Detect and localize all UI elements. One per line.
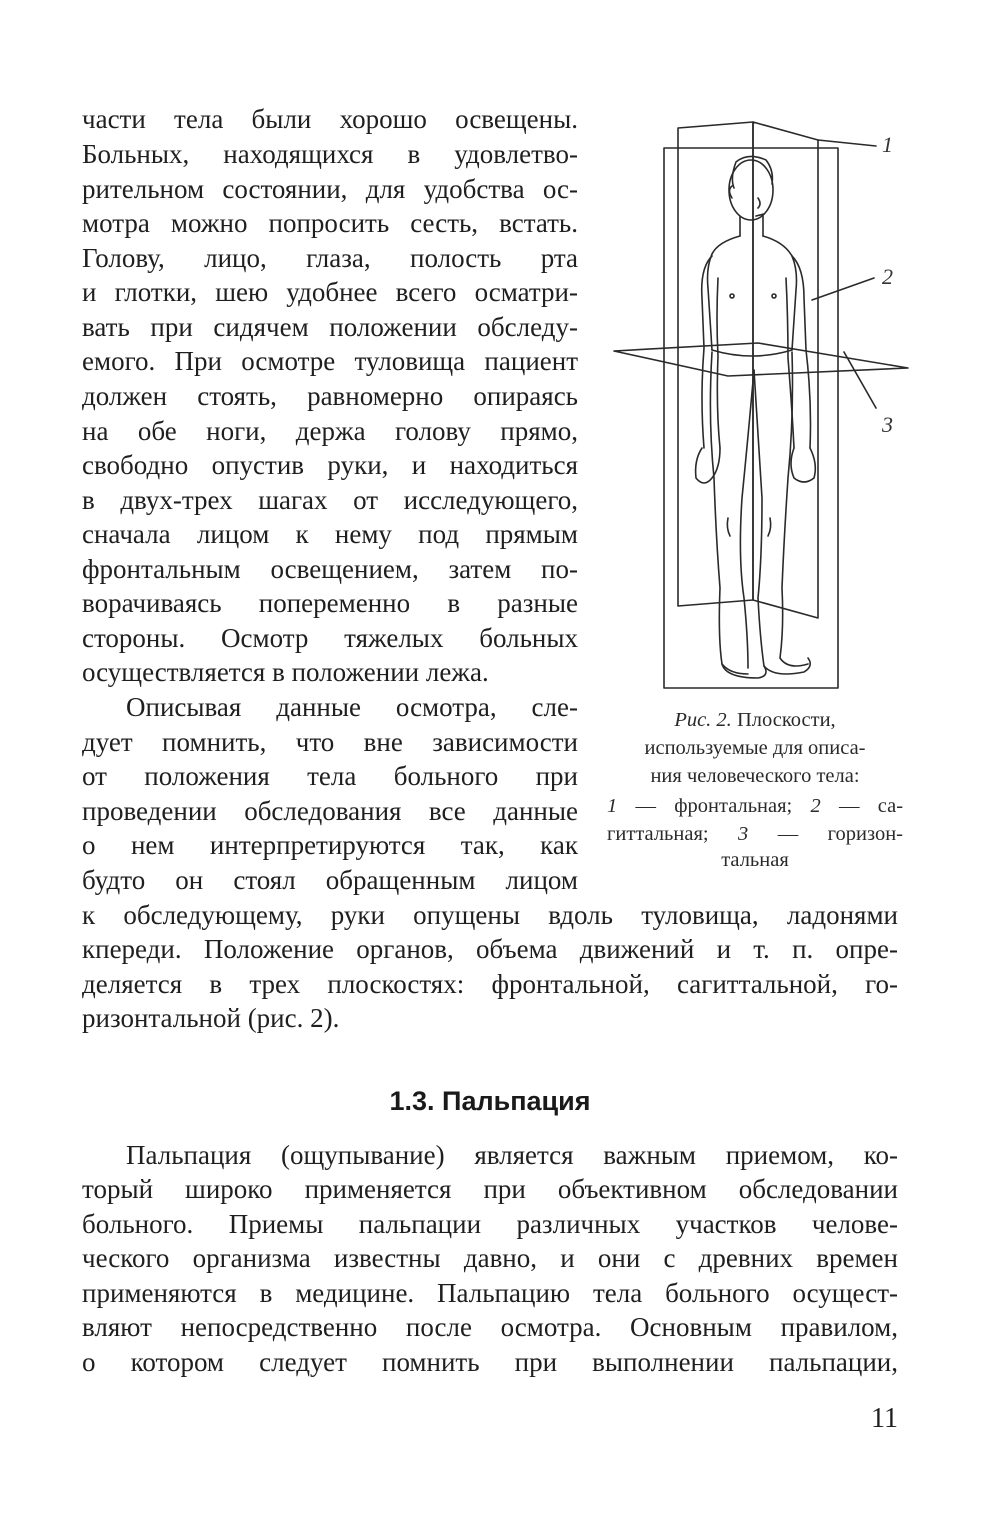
body-planes-illustration [608, 118, 913, 708]
text-line: на обе ноги, держа голову прямо, [82, 416, 578, 446]
caption-text: — фронтальная; [635, 795, 793, 817]
text-line: ческого организма известны давно, и они с древних времен [82, 1243, 898, 1273]
text-line: части тела были хорошо освещены. [82, 104, 578, 134]
text-line: в двух-трех шагах от исследующего, [82, 485, 578, 515]
text-line: Пальпация (ощупывание) является важным приемом, ко- [126, 1140, 898, 1170]
text-line: фронтальным освещением, затем по- [82, 554, 578, 584]
text-line: кпереди. Положение органов, объема движений и т. п. опре- [82, 934, 898, 964]
horizontal-plane [614, 343, 908, 376]
text-line: вать при сидячем положении обследу- [82, 312, 578, 342]
caption-number: 3 [738, 823, 749, 845]
caption-line: тальная [721, 849, 789, 871]
text-line: больного. Приемы пальпации различных участков челове- [82, 1209, 898, 1239]
caption-number: 2 [810, 795, 821, 817]
text-line: к обследующему, руки опущены вдоль туловища, ладонями [82, 900, 898, 930]
figure-label-1: 1 [882, 132, 893, 157]
text-line: проведении обследования все данные [82, 796, 578, 826]
text-line: ворачиваясь попеременно в разные [82, 588, 578, 618]
text-line: вляют непосредственно после осмотра. Основным правилом, [82, 1312, 898, 1342]
text-line: и глотки, шею удобнее всего осматри- [82, 277, 578, 307]
page-number: 11 [871, 1403, 898, 1434]
caption-number: 1 [607, 795, 618, 817]
text-line: торый широко применяется при объективном обследовании [82, 1174, 898, 1204]
text-line: будто он стоял обращенным лицом [82, 865, 578, 895]
text-line: о нем интерпретируются так, как [82, 830, 578, 860]
caption-line: ния человеческого тела: [650, 765, 860, 787]
body-planes-figure [608, 118, 913, 708]
figure-label-2: 2 [882, 264, 893, 289]
text-line: стороны. Осмотр тяжелых больных [82, 623, 578, 653]
section-heading: 1.3. Пальпация [389, 1086, 591, 1116]
caption-line [607, 822, 903, 846]
text-line: ризонтальной (рис. 2). [82, 1003, 340, 1033]
text-line: дует помнить, что вне зависимости [82, 727, 578, 757]
caption-text: Плоскости, [736, 709, 836, 731]
frontal-plane-back [678, 122, 753, 606]
caption-line: используемые для описа- [644, 737, 866, 759]
text-line: Голову, лицо, глаза, полость рта [82, 243, 578, 273]
text-line: должен стоять, равномерно опираясь [82, 381, 578, 411]
text-line: применяются в медицине. Пальпацию тела больного осущест- [82, 1278, 898, 1308]
frontal-plane-outline [664, 148, 838, 688]
caption-line [607, 794, 903, 818]
text-line: мотра можно попросить сесть, встать. [82, 208, 578, 238]
text-line: рительном состоянии, для удобства ос- [82, 174, 578, 204]
caption-figure-ref: Рис. 2. [674, 709, 732, 731]
text-line: сначала лицом к нему под прямым [82, 519, 578, 549]
text-line: Описывая данные осмотра, сле- [126, 692, 578, 722]
text-line: Больных, находящихся в удовлетво- [82, 139, 578, 169]
caption-line [600, 708, 910, 732]
text-line: емого. При осмотре туловища пациент [82, 346, 578, 376]
figure-label-3: 3 [882, 412, 893, 437]
caption-text: гиттальная; [607, 823, 709, 845]
caption-text: — са- [839, 795, 904, 817]
caption-text: — горизон- [777, 823, 904, 845]
text-line: от положения тела больного при [82, 761, 578, 791]
text-line: деляется в трех плоскостях: фронтальной, сагиттальной, го- [82, 969, 898, 999]
text-line: свободно опустив руки, и находиться [82, 450, 578, 480]
text-line: о котором следует помнить при выполнении пальпации, [82, 1347, 898, 1377]
text-line: осуществляется в положении лежа. [82, 657, 489, 687]
